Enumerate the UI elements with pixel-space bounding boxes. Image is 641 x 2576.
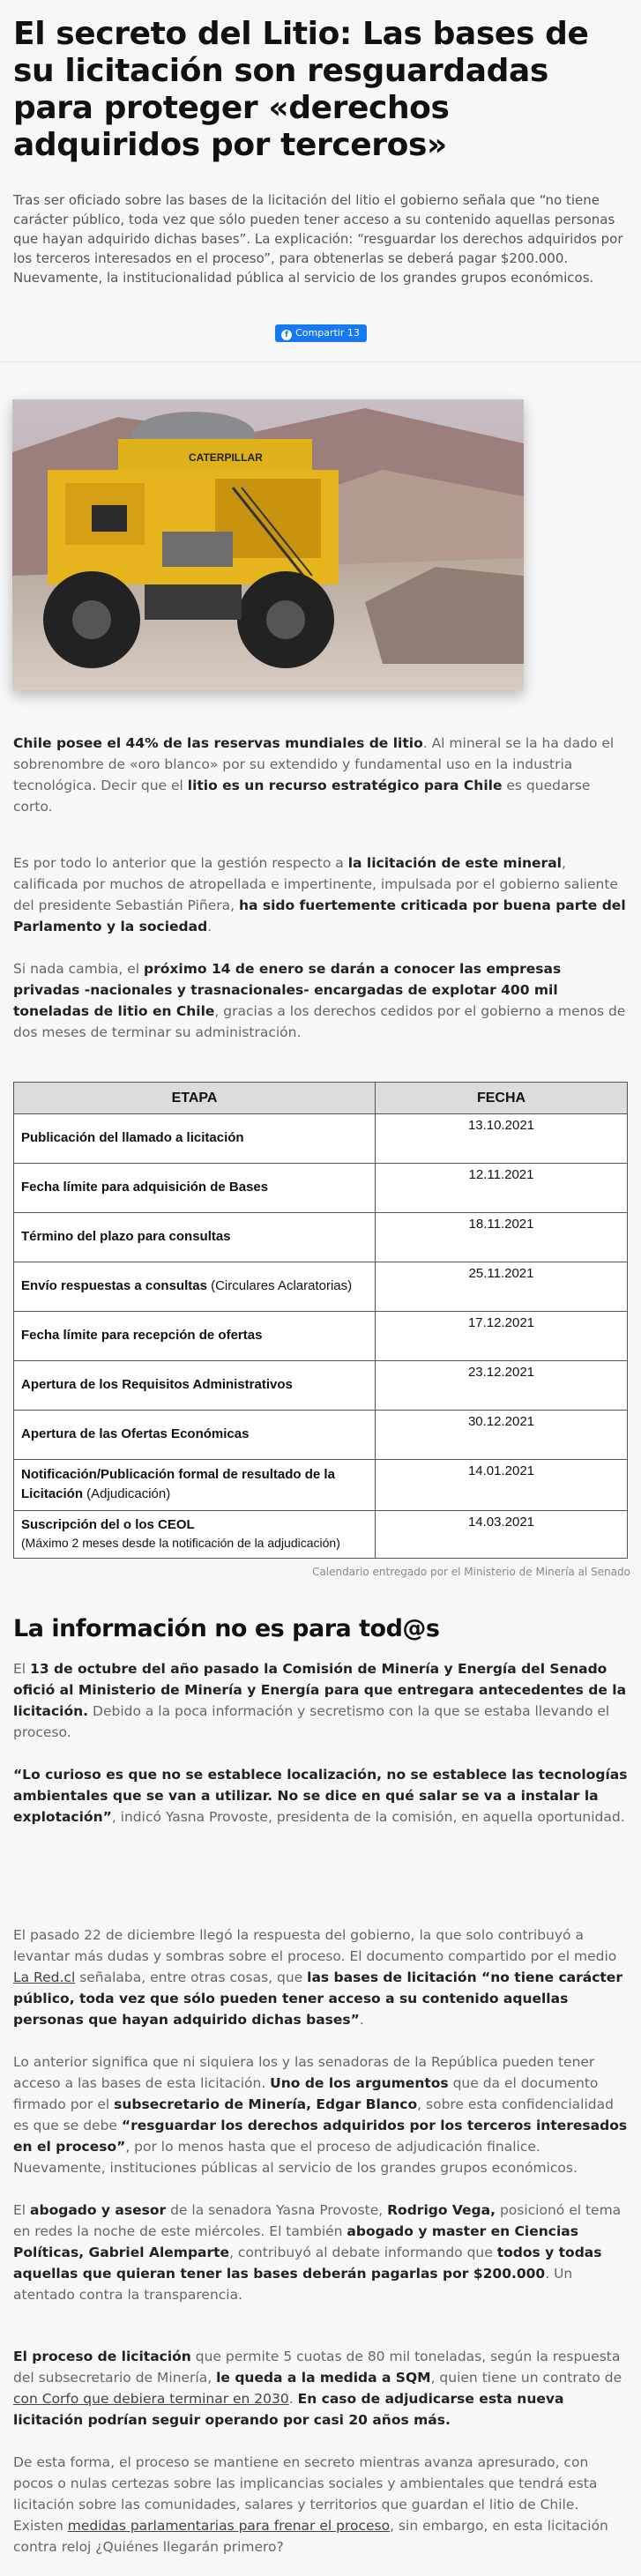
facebook-icon: f [281,330,292,340]
la-red-link[interactable]: La Red.cl [13,1969,76,1985]
table-row: Notificación/Publicación formal de resultado de la Licitación (Adjudicación) 14.01.2021 [14,1460,628,1511]
licitacion-calendar-table [13,1082,628,1559]
paragraph-2: Es por todo lo anterior que la gestión respecto a la licitación de este mineral, calificada por muchos de atropellada e impertinente, impulsada por el gobierno saliente del presidente Sebastián Piñera, ha sido fuertemente criticada por buena parte del Parlamento y la sociedad. [13,855,626,934]
table-caption: Calendario entregado por el Ministerio de Minería al Senado [312,1566,630,1578]
divider [0,361,641,362]
parliamentary-measures-link[interactable]: medidas parlamentarias para frenar el proceso [67,2518,391,2534]
paragraph-9: El proceso de licitación que permite 5 cuotas de 80 mil toneladas, según la respuesta del subsecretario de Minería, le queda a la medida a SQM, quien tiene un contrato de con Corfo que debiera terminar en 2030. En caso de adjudicarse esta nueva licitación podrían seguir operando por casi 20 años más. [13,2349,622,2428]
paragraph-5: “Lo curioso es que no se establece localización, no se establece las tecnologías ambientales que se van a utilizar. No se dice en qué salar se va a instalar la explotación”, indicó Yasna Provoste, presidenta de la comisión, en aquella oportunidad. [13,1767,628,1825]
paragraph-10: De esta forma, el proceso se mantiene en secreto mientras avanza apresurado, con pocos o nulas certezas sobre las implicancias sociales y ambientales que tendrá esta licitación sobre las comunidades, salares y territorios que guardan el litio de Chile. Existen medidas parlamentarias para frenar el proceso, sin embargo, en esta licitación contra reloj ¿Quiénes llegarán primero? [13,2454,608,2555]
paragraph-8: El abogado y asesor de la senadora Yasna Provoste, Rodrigo Vega, posicionó el tema en redes la noche de este miércoles. El también abogado y master en Ciencias Políticas, Gabriel Alemparte, contribuyó al debate informando que todos y todas aquellas que quieran tener las bases deberán pagarlas por $200.000. Un atentado contra la transparencia. [13,2202,622,2303]
table-row: Envío respuestas a consultas (Circulares Aclaratorias) 25.11.2021 [14,1262,628,1312]
share-count: 13 [347,327,360,339]
table-row: Fecha límite para adquisición de Bases 12.11.2021 [14,1164,628,1213]
mining-truck-image [12,399,524,690]
hero-image [12,399,524,690]
share-label: Compartir [295,327,345,339]
facebook-share-button[interactable] [275,324,367,342]
table-header-row [14,1083,628,1114]
paragraph-1: Chile posee el 44% de las reservas mundiales de litio. Al mineral se la ha dado el sobrenombre de «oro blanco» por su extendido y fundamental uso en la industria tecnológica. Decir que el litio es un recurso estratégico para Chile es quedarse corto. [13,735,615,815]
corfo-contract-link[interactable]: con Corfo que debiera terminar en 2030 [13,2391,289,2407]
paragraph-3: Si nada cambia, el próximo 14 de enero se darán a conocer las empresas privadas -nacionales y trasnacionales- encargadas de explotar 400 mil toneladas de litio en Chile, gracias a los derechos cedidos por el gobierno a menos de dos meses de terminar su administración. [13,961,626,1040]
table-row: Fecha límite para recepción de ofertas 17.12.2021 [14,1312,628,1361]
article-lead: Tras ser oficiado sobre las bases de la licitación del litio el gobierno señala que “no tiene carácter público, toda vez que sólo pueden tener acceso a su contenido aquellas personas que hayan adquirido dichas bases”. La explicación: “resguardar los derechos adquiridos por los terceros interesados en el proceso”, para obtenerlas se deberá pagar $200.000. Nuevamente, la institucionalidad pública al servicio de los grandes grupos económicos. [13,192,623,286]
table-row: Apertura de los Requisitos Administrativos 23.12.2021 [14,1361,628,1411]
article-title: El secreto del Litio: Las bases de su licitación son resguardadas para proteger «derechos adquiridos por terceros» [13,16,589,163]
table-row: Publicación del llamado a licitación 13.10.2021 [14,1114,628,1164]
header-fecha: FECHA [376,1083,628,1114]
section-heading: La información no es para tod@s [13,1615,440,1642]
paragraph-7: Lo anterior significa que ni siquiera los y las senadoras de la República pueden tener acceso a las bases de esta licitación. Uno de los argumentos que da el documento firmado por el subsecretario de Minería, Edgar Blanco, sobre esta confidencialidad es que se debe “resguardar los derechos adquiridos por los terceros interesados en el proceso”, por lo menos hasta que el proceso de adjudicación finalice. Nuevamente, instituciones públicas al servicio de los grandes grupos económicos. [13,2054,628,2176]
table-row: Término del plazo para consultas 18.11.2021 [14,1213,628,1262]
header-etapa: ETAPA [14,1083,376,1114]
table-row: Suscripción del o los CEOL (Máximo 2 meses desde la notificación de la adjudicación) 14.03.2021 [14,1511,628,1559]
hero-brand-text: CATERPILLAR [189,451,263,464]
paragraph-6: El pasado 22 de diciembre llegó la respuesta del gobierno, la que solo contribuyó a levantar más dudas y sombras sobre el proceso. El documento compartido por el medio La Red.cl señalaba, entre otras cosas, que las bases de licitación “no tiene carácter público, toda vez que sólo pueden tener acceso a su contenido aquellas personas que hayan adquirido dichas bases”. [13,1927,622,2028]
paragraph-4: El 13 de octubre del año pasado la Comisión de Minería y Energía del Senado ofició al Ministerio de Minería y Energía para que entregara antecedentes de la licitación. Debido a la poca información y secretismo con la que se estaba llevando el proceso. [13,1661,627,1740]
table-row: Apertura de las Ofertas Económicas 30.12.2021 [14,1411,628,1460]
